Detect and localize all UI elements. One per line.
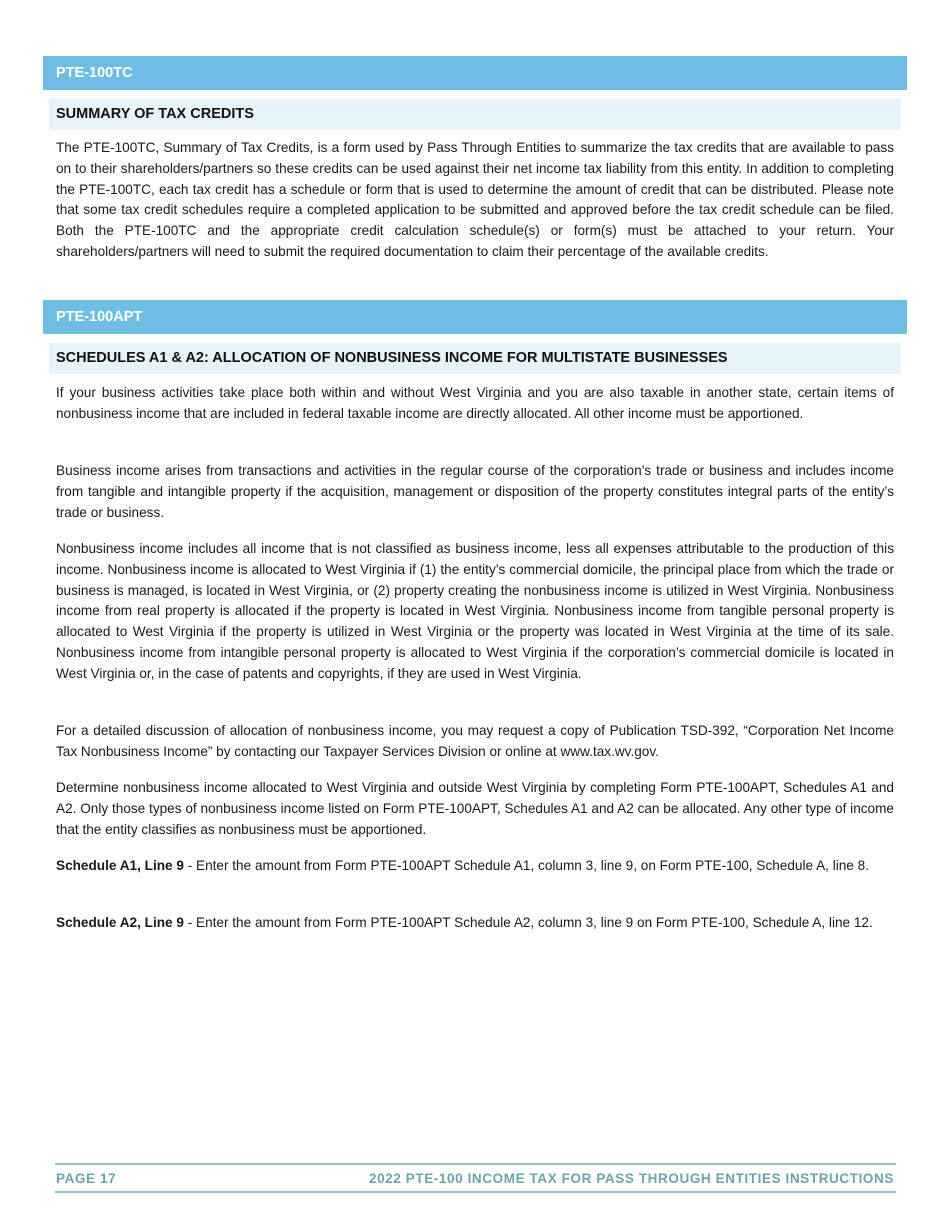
- footer-bottom-rule: [55, 1191, 896, 1193]
- paragraph-publication: For a detailed discussion of allocation of nonbusiness income, you may request a copy of Publication TSD-392, “Corporation Net Income Tax Nonbusiness Income” by contacting our Taxpayer Services Division or online at www.tax.wv.gov.: [56, 723, 894, 759]
- schedule-a1-instruction: [56, 856, 894, 877]
- paragraph-business-income: Business income arises from transactions and activities in the regular course of the corporation’s trade or business and includes income from tangible and intangible property if the acquisition, management or disposition of the property constitutes integral parts of the entity’s trade or business.: [56, 463, 894, 520]
- page-number: PAGE 17: [56, 1171, 117, 1186]
- footer-document-title: 2022 PTE-100 INCOME TAX FOR PASS THROUGH ENTITIES INSTRUCTIONS: [368, 1171, 894, 1186]
- section-heading-summary-of-tax-credits: SUMMARY OF TAX CREDITS: [49, 99, 901, 130]
- section-heading-schedules-a1-a2: SCHEDULES A1 & A2: ALLOCATION OF NONBUSINESS INCOME FOR MULTISTATE BUSINESSES: [49, 343, 901, 374]
- footer-top-rule: [55, 1163, 896, 1165]
- schedule-a1-label: Schedule A1, Line 9: [56, 858, 184, 873]
- schedule-a2-instruction: [56, 913, 894, 934]
- paragraph-activities: If your business activities take place both within and without West Virginia and you are also taxable in another state, certain items of nonbusiness income that are included in federal taxable income are directly allocated. All other income must be apportioned.: [56, 385, 894, 421]
- schedule-a1-text: - Enter the amount from Form PTE-100APT Schedule A1, column 3, line 9, on Form PTE-100, Schedule A, line 8.: [183, 858, 869, 873]
- schedule-a2-text: - Enter the amount from Form PTE-100APT Schedule A2, column 3, line 9 on Form PTE-100, Schedule A, line 12.: [183, 915, 873, 930]
- paragraph-determine: Determine nonbusiness income allocated to West Virginia and outside West Virginia by completing Form PTE-100APT, Schedules A1 and A2. Only those types of nonbusiness income listed on Form PTE-100APT, Schedules A1 and A2 can be allocated. Any other type of income that the entity classifies as nonbusiness must be apportioned.: [56, 780, 894, 837]
- section-bar-pte-100tc: PTE-100TC: [43, 56, 907, 90]
- schedule-a2-label: Schedule A2, Line 9: [56, 915, 184, 930]
- paragraph-nonbusiness-income: Nonbusiness income includes all income that is not classified as business income, less all expenses attributable to the production of this income. Nonbusiness income is allocated to West Virginia if (1) the entity’s commercial domicile, the principal place from which the trade or business is managed, is located in West Virginia, or (2) property creating the nonbusiness income is utilized in West Virginia. Nonbusiness income from real property is allocated if the property is located in West Virginia. Nonbusiness income from tangible personal property is allocated to West Virginia if the property is utilized in West Virginia or the property was located in West Virginia at the time of its sale. Nonbusiness income from intangible personal property is allocated to West Virginia if the corporation’s commercial domicile is located in West Virginia or, in the case of patents and copyrights, if they are used in West Virginia.: [56, 541, 894, 681]
- summary-paragraph: The PTE-100TC, Summary of Tax Credits, is a form used by Pass Through Entities to summarize the tax credits that are available to pass on to their shareholders/partners so these credits can be used against their net income tax liability from this entity. In addition to completing the PTE-100TC, each tax credit has a schedule or form that is used to determine the amount of credit that can be distributed. Please note that some tax credit schedules require a completed application to be submitted and approved before the tax credit schedule can be filed. Both the PTE-100TC and the appropriate credit calculation schedule(s) or form(s) must be attached to your return. Your shareholders/partners will need to submit the required documentation to claim their percentage of the available credits.: [56, 140, 894, 259]
- section-bar-pte-100apt: PTE-100APT: [43, 300, 907, 334]
